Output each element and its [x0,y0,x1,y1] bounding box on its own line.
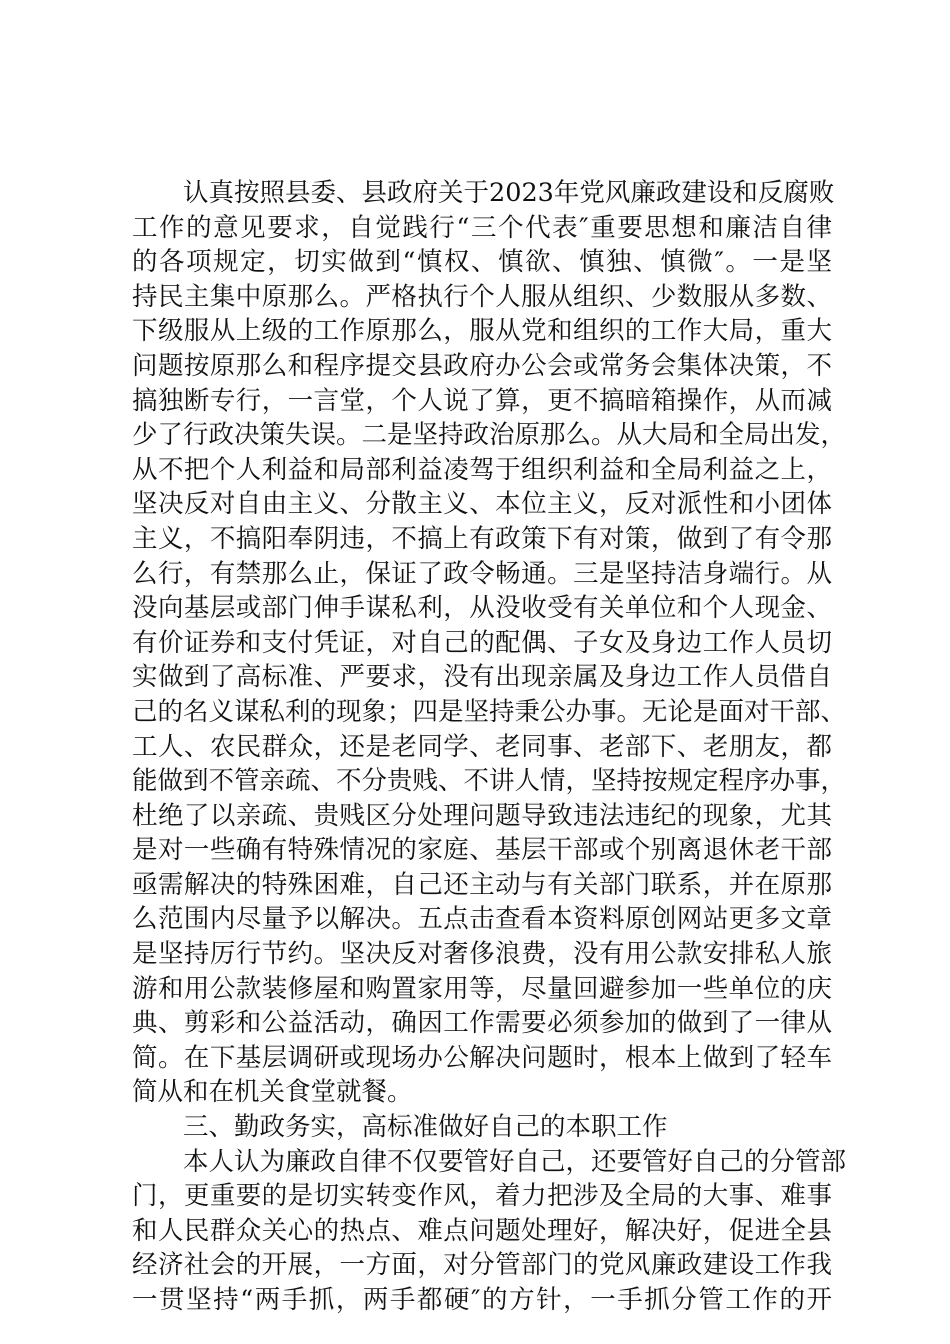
document-body [132,176,847,1318]
text-line: 典、剪彩和公益活动，确因工作需要必须参加的做到了一律从 [132,1008,832,1039]
text-line: 坚决反对自由主义、分散主义、本位主义，反对派性和小团体 [132,489,832,520]
text-line: 是坚持厉行节约。坚决反对奢侈浪费，没有用公款安排私人旅 [132,939,832,970]
text-line: 么行，有禁那么止，保证了政令畅通。三是坚持洁身端行。从 [132,558,832,589]
text-line: 的各项规定，切实做到“慎权、慎欲、慎独、慎微″。一是坚 [132,247,832,278]
text-line: 工作的意见要求，自觉践行“三个代表″重要思想和廉洁自律 [132,212,832,243]
text-line: 下级服从上级的工作原那么，服从党和组织的工作大局，重大 [132,316,832,347]
text-line: 搞独断专行，一言堂，个人说了算，更不搞暗箱操作，从而减 [132,385,832,416]
text-line: 是对一些确有特殊情况的家庭、基层干部或个别离退休老干部 [132,835,832,866]
text-line: 实做到了高标准、严要求，没有出现亲属及身边工作人员借自 [132,662,832,693]
text-line: 少了行政决策失误。二是坚持政治原那么。从大局和全局出发， [132,420,847,451]
paragraph-1 [132,176,847,1110]
text-line: 认真按照县委、县政府关于2023年党风廉政建设和反腐败 [183,178,835,208]
text-line: 简。在下基层调研或现场办公解决问题时，根本上做到了轻车 [132,1042,832,1073]
section-heading: 三、勤政务实，高标准做好自己的本职工作 [183,1112,668,1143]
text-line: 和人民群众关心的热点、难点问题处理好，解决好，促进全县 [132,1215,832,1246]
text-line: 游和用公款装修屋和购置家用等，尽量回避参加一些单位的庆 [132,973,832,1004]
text-line: 持民主集中原那么。严格执行个人服从组织、少数服从多数、 [132,281,832,312]
text-line: 亟需解决的特殊困难，自己还主动与有关部门联系，并在原那 [132,869,832,900]
text-line: 本人认为廉政自律不仅要管好自己，还要管好自己的分管部 [183,1146,847,1177]
text-line: 杜绝了以亲疏、贵贱区分处理问题导致违法违纪的现象，尤其 [132,800,832,831]
text-line: 门，更重要的是切实转变作风，着力把涉及全局的大事、难事 [132,1181,832,1212]
text-line: 有价证券和支付凭证，对自己的配偶、子女及身边工作人员切 [132,627,832,658]
text-line: 没向基层或部门伸手谋私利，从没收受有关单位和个人现金、 [132,593,832,624]
text-line: 简从和在机关食堂就餐。 [132,1077,413,1108]
text-line: 一贯坚持“两手抓，两手都硬″的方针，一手抓分管工作的开 [132,1285,832,1315]
paragraph-2 [132,1145,847,1318]
text-line: 能做到不管亲疏、不分贵贱、不讲人情，坚持按规定程序办事， [132,766,847,797]
text-line: 工人、农民群众，还是老同学、老同事、老部下、老朋友，都 [132,731,832,762]
text-line: 己的名义谋私利的现象；四是坚持秉公办事。无论是面对干部、 [132,696,847,727]
text-line: 么范围内尽量予以解决。五点击查看本资料原创网站更多文章 [132,904,832,935]
text-line: 从不把个人利益和局部利益凌驾于组织利益和全局利益之上， [132,454,832,485]
text-line: 经济社会的开展，一方面，对分管部门的党风廉政建设工作我 [132,1250,832,1281]
text-line: 主义，不搞阳奉阴违，不搞上有政策下有对策，做到了有令那 [132,523,832,554]
text-line: 问题按原那么和程序提交县政府办公会或常务会集体决策，不 [132,350,832,381]
